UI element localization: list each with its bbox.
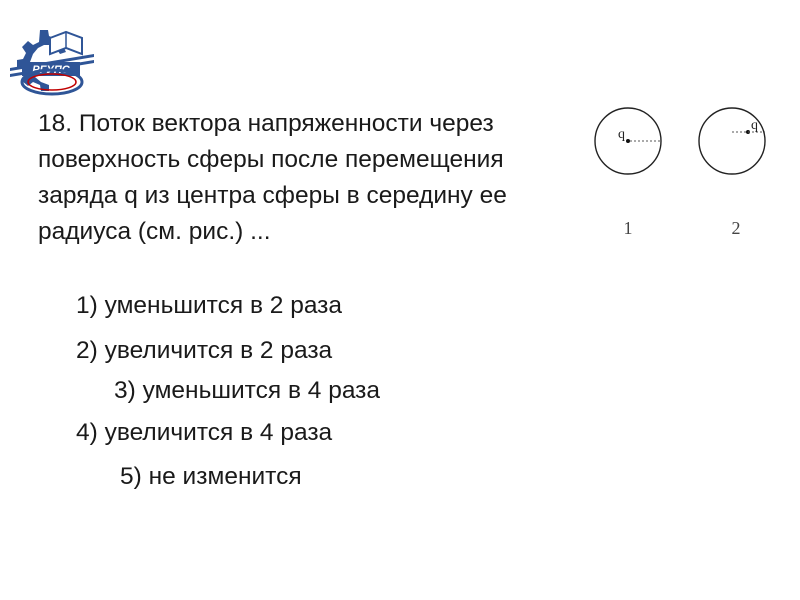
question-text: 18. Поток вектора напряженности через поверхность сферы после перемещения заряда q из центра сферы в середину ее радиуса (см. рис.) ... [38, 110, 507, 245]
answer-option-1[interactable]: 1) уменьшится в 2 раза [76, 292, 343, 319]
answer-option-5[interactable]: 5) не изменится [120, 463, 302, 490]
logo-text: РГУПС [32, 64, 70, 76]
sphere-label-1: 1 [623, 218, 633, 238]
charge-label-1: q [618, 127, 625, 142]
sphere-label-2: 2 [731, 218, 741, 238]
answer-option-2[interactable]: 2) увеличится в 2 раза [76, 337, 333, 364]
answer-option-3[interactable]: 3) уменьшится в 4 раза [114, 377, 381, 404]
spheres-figure [588, 96, 788, 246]
charge-dot-1 [626, 139, 630, 143]
university-logo [6, 24, 98, 100]
charge-label-2: q [751, 118, 758, 133]
answer-option-4[interactable]: 4) увеличится в 4 раза [76, 419, 333, 446]
